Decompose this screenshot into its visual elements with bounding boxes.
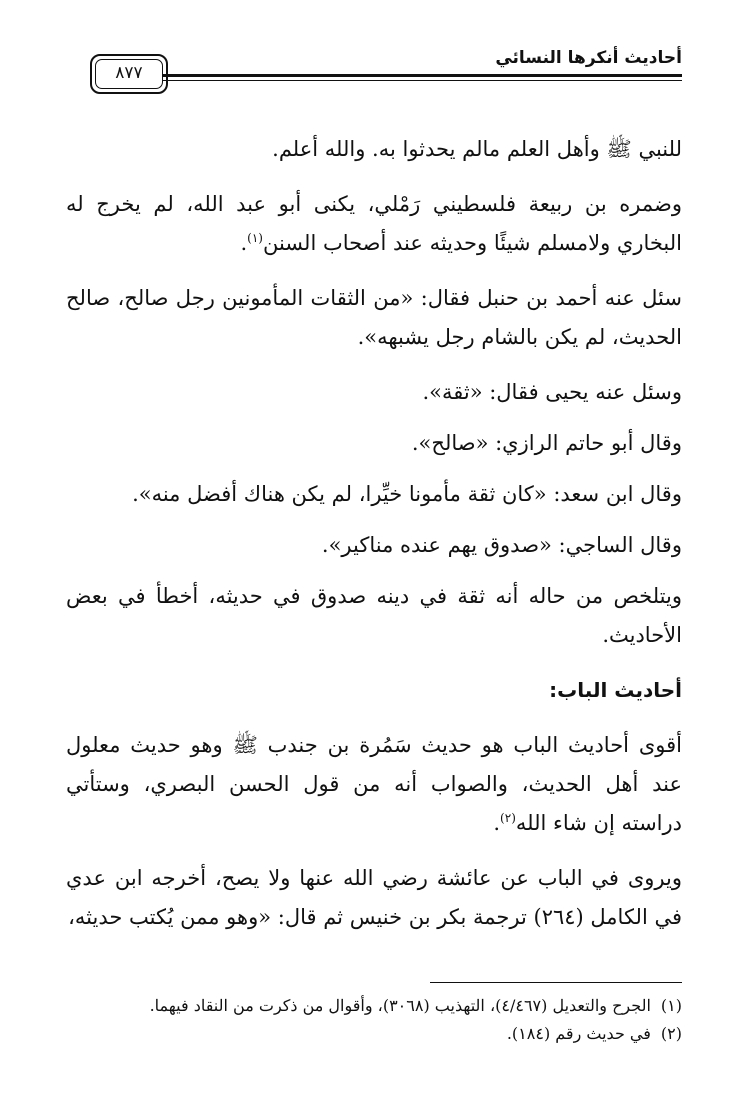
paragraph xyxy=(66,526,682,565)
header-rule-thin xyxy=(162,80,682,81)
footnote-text: في حديث رقم (١٨٤). xyxy=(506,1024,651,1043)
paragraph-text: وقال أبو حاتم الرازي: «صالح». xyxy=(411,431,682,455)
paragraph-text: وقال ابن سعد: «كان ثقة مأمونا خيِّرا، لم يكن هناك أفضل منه». xyxy=(132,482,682,506)
footnote-ref: (٢) xyxy=(500,811,516,825)
paragraph xyxy=(66,424,682,463)
paragraph-text: للنبي ﷺ وأهل العلم مالم يحدثوا به. والله أعلم. xyxy=(272,137,682,161)
paragraph xyxy=(66,577,682,655)
main-text xyxy=(66,130,682,953)
footnote-mark: (١) xyxy=(660,996,682,1015)
paragraph-text: وسئل عنه يحيى فقال: «ثقة». xyxy=(422,380,682,404)
footnote xyxy=(66,1020,682,1048)
page-number: ٨٧٧ xyxy=(115,63,143,83)
footnote-text: الجرح والتعديل (٤/٤٦٧)، التهذيب (٣٠٦٨)، وأقوال من ذكرت من النقاد فيهما. xyxy=(149,996,651,1015)
paragraph xyxy=(66,279,682,357)
paragraph-text: وقال الساجي: «صدوق يهم عنده مناكير». xyxy=(321,533,682,557)
footnote xyxy=(66,992,682,1020)
paragraph xyxy=(66,373,682,412)
paragraph-text: ويروى في الباب عن عائشة رضي الله عنها ولا يصح، أخرجه ابن عدي في الكامل (٢٦٤) ترجمة بكر بن خنيس ثم قال: «وهو ممن يُكتب حديثه، xyxy=(66,866,682,929)
paragraph xyxy=(66,475,682,514)
paragraph-text: ويتلخص من حاله أنه ثقة في دينه صدوق في حديثه، أخطأ في بعض الأحاديث. xyxy=(66,584,682,647)
paragraph xyxy=(66,859,682,937)
paragraph xyxy=(66,130,682,169)
footnote-separator xyxy=(430,982,682,983)
header-rule-thick xyxy=(162,74,682,77)
footnote-mark: (٢) xyxy=(660,1024,682,1043)
paragraph: أقوى أحاديث الباب هو حديث سَمُرة بن جندب ﷺ وهو حديث معلول عند أهل الحديث، والصواب أنه من قول الحسن البصري، وستأتي دراسته إن شاء الله$^{(٢)}$. xyxy=(66,733,682,835)
running-title: أحاديث أنكرها النسائي xyxy=(495,48,682,68)
page-number-frame xyxy=(90,54,168,94)
paragraph-text: أقوى أحاديث الباب هو حديث سَمُرة بن جندب ﷺ وهو حديث معلول عند أهل الحديث، والصواب أنه من قول الحسن البصري، وستأتي دراسته إن شاء الله xyxy=(66,733,682,835)
footnotes xyxy=(66,992,682,1048)
footnote-ref: (١) xyxy=(247,231,263,245)
section-heading: أحاديث الباب: xyxy=(549,678,682,702)
paragraph-text: سئل عنه أحمد بن حنبل فقال: «من الثقات المأمونين رجل صالح، صالح الحديث، لم يكن بالشام رجل يشبهه». xyxy=(66,286,682,349)
paragraph-text: وضمره بن ربيعة فلسطيني رَمْلي، يكنى أبو عبد الله، لم يخرج له البخاري ولامسلم شيئًا وحديثه عند أصحاب السنن xyxy=(66,192,682,255)
paragraph: وضمره بن ربيعة فلسطيني رَمْلي، يكنى أبو عبد الله، لم يخرج له البخاري ولامسلم شيئًا وحديثه عند أصحاب السنن$^{(١)}$. xyxy=(66,192,682,255)
page-header xyxy=(66,44,682,100)
